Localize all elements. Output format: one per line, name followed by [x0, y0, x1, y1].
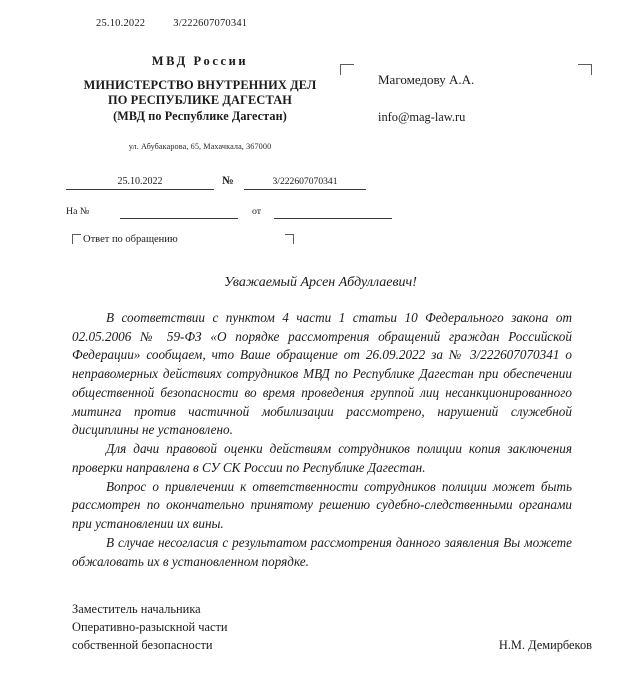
body-paragraph-3: Вопрос о привлечении к ответственности сотрудников полиции может быть рассмотрен по окончательно принятому решению судебно-следственными органами при установлении их вины.	[72, 478, 572, 532]
subject-text: Ответ по обращению	[83, 234, 178, 245]
greeting: Уважаемый Арсен Абдуллаевич!	[224, 275, 417, 290]
signer-name: Н.М. Демирбеков	[498, 637, 592, 652]
body-paragraph-4: В случае несогласия с результатом рассмотрения данного заявления Вы можете обжаловать их в установленном порядке.	[72, 534, 572, 569]
reference-date-value: 25.10.2022	[117, 176, 163, 187]
letterhead-ministry-short: МВД России	[151, 54, 249, 68]
signature-title-line-2: Оперативно-разыскной части	[72, 619, 228, 634]
reference-row-outgoing	[66, 176, 366, 194]
reference-row-incoming	[66, 204, 366, 224]
signature-title-line-1: Заместитель начальника	[72, 602, 201, 616]
signature-block	[72, 601, 592, 655]
incoming-date-label: от	[252, 206, 262, 217]
bracket-corner-top-left-icon	[340, 64, 354, 75]
letterhead	[60, 54, 340, 151]
addressee-email: info@mag-law.ru	[378, 110, 466, 124]
reference-block	[66, 176, 366, 224]
addressee-name: Магомедову А.А.	[378, 72, 475, 87]
body-paragraph-1: В соответствии с пунктом 4 части 1 статьи 10 Федерального закона от 02.05.2006 № 59-ФЗ «О порядке рассмотрения обращений граждан Российской Федерации» сообщаем, что Ваше обращение от 26.09.2022 за № 3/222607070341 о неправомерных действиях сотрудников МВД по Республике Дагестан при обеспечении общественной безопасности во время проведения группой лиц несанкционированного митинга против частичной мобилизации рассмотрено, нарушений служебной дисциплины не установлено.	[72, 310, 572, 438]
letterhead-line-3: (МВД по Республике Дагестан)	[113, 109, 287, 124]
reference-number-field	[244, 176, 366, 190]
letterhead-line-2: ПО РЕСПУБЛИКЕ ДАГЕСТАН	[108, 93, 292, 108]
bracket-corner-top-right-icon	[578, 64, 592, 75]
subject-block	[72, 234, 294, 254]
letterhead-address: ул. Абубакарова, 65, Махачкала, 367000	[128, 142, 272, 152]
reference-date-field	[66, 176, 214, 190]
stamp-number: 3/222607070341	[173, 18, 248, 29]
subject-bracket-top-left-icon	[72, 234, 81, 244]
body-text	[72, 309, 572, 571]
incoming-number-label: На №	[66, 206, 90, 217]
incoming-date-field	[274, 204, 392, 219]
stamp-date: 25.10.2022	[96, 18, 146, 29]
letterhead-line-1: МИНИСТЕРСТВО ВНУТРЕННИХ ДЕЛ	[83, 78, 317, 92]
number-symbol: №	[222, 175, 234, 187]
reference-number-value: 3/222607070341	[272, 176, 338, 187]
stamp-line	[96, 18, 247, 29]
signature-title-line-3: собственной безопасности	[72, 637, 213, 652]
incoming-number-field	[120, 204, 238, 219]
subject-bracket-top-right-icon	[285, 234, 294, 244]
addressee-block	[340, 64, 592, 142]
body-paragraph-2: Для дачи правовой оценки действиям сотрудников полиции копия заключения проверки направлена в СУ СК России по Республике Дагестан.	[72, 441, 572, 475]
